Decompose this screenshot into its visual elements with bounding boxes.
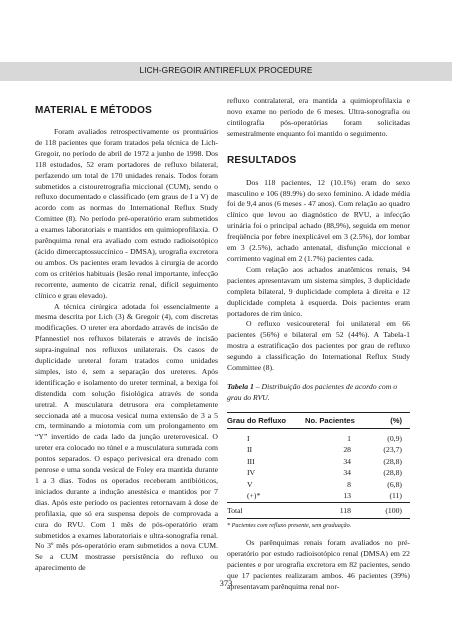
total-percent: (100) xyxy=(385,505,402,515)
table-total-row xyxy=(227,502,410,519)
right-column xyxy=(227,96,410,593)
results-paragraph-4: Os parênquimas renais foram avaliados no pré-operatório por estudo radioisotópico renal (DMSA) em 22 pacientes e por urografia excretora em 82 pacientes, sendo que 17 pacientes realizaram ambos. 46 pacientes (39%) apresentavam parênquima renal nor- xyxy=(227,538,410,591)
running-header: LICH-GREGOIR ANTIREFLUX PROCEDURE xyxy=(139,65,313,75)
cell-grade: III xyxy=(247,456,255,466)
cell-patients: 1 xyxy=(347,433,351,443)
cell-patients: 28 xyxy=(343,445,351,455)
cell-patients: 34 xyxy=(343,456,351,466)
table-row xyxy=(227,490,410,502)
cell-grade: V xyxy=(247,479,253,489)
page-number: 373 xyxy=(219,578,233,588)
table-row xyxy=(227,467,410,479)
cell-patients: 8 xyxy=(347,479,351,489)
reflux-grade-table xyxy=(227,412,410,520)
methods-paragraph-2: A técnica cirúrgica adotada foi essencialmente a mesma descrita por Lich (3) & Gregoir (4), com discretas modificações. O ureter era abordado através de incisão de Pfannestiel nos refluxos bilaterais e através de incisão supra-inguinal nos refluxos unilaterais. Os casos de duplicidade ureteral foram tratados como unidades simples, isto é, sem a separação dos ureteres. Após identificação e isolamento do ureter terminal, a bexiga foi distendida com solução fisiológica através de sonda uretral. A musculatura detrusora era completamente seccionada até a mucosa vesical numa extensão de 3 a 5 cm, terminando a miotomia com um prolongamento em “Y” invertido de cada lado da junção ureterovesical. O ureter era colocado no túnel e a musculatura suturada com pontos separados. O espaço perivesical era drenado com penrose e uma sonda vesical de Foley era mantida durante 1 a 3 dias. Todos os operados receberam antibióticos, iniciados durante a indução anestésica e mantidos por 7 dias. Após este período os pacientes retornavam à dose de profilaxia, que só era suspensa depois de comprovada a cura do RVU. Com 1 mês de pós-operatório eram submetidos a exames laboratoriais e ultra-sonografia renal. No 3º mês pós-operatório eram submetidos a nova CUM. Se a CUM mostrasse persistência do refluxo ou aparecimento de xyxy=(35,301,218,573)
table-caption-text: – Distribuição dos pacientes de acordo com o grau do RVU. xyxy=(227,381,398,402)
results-paragraph-3: O refluxo vesicoureteral foi unilateral em 66 pacientes (56%) e bilateral em 52 (44%). A Tabela-1 mostra a estratificação dos pacientes por grau de refluxo segundo a classificação do International Reflux Study Committee (8). xyxy=(227,319,410,373)
table-caption xyxy=(227,382,410,404)
cell-percent: (23,7) xyxy=(383,445,402,455)
results-paragraph-1: Dos 118 pacientes, 12 (10.1%) eram do sexo masculino e 106 (89.9%) do sexo feminino. A idade média foi de 9,4 anos (6 meses - 47 anos). Com relação ao quadro clínico que levou ao diagnóstico de RVU, a infecção urinária foi o principal achado (88,9%), seguida em menor freqüência por febre inexplicável em 3 (2.5%), dor lombar em 3 (2.5%), achado antenatal, disfunção miccional e corrimento vaginal em 2 (1.7%) pacientes cada. xyxy=(227,177,410,263)
table-header-row xyxy=(227,412,410,428)
cell-percent: (11) xyxy=(389,491,402,501)
header-patients: No. Pacientes xyxy=(305,415,355,425)
cell-grade: I xyxy=(247,433,250,443)
cell-patients: 13 xyxy=(343,491,351,501)
cell-grade: II xyxy=(247,445,253,455)
table-row xyxy=(227,456,410,468)
table-caption-label: Tabela 1 xyxy=(227,381,254,391)
methods-paragraph-1: Foram avaliados retrospectivamente os prontuários de 118 pacientes que foram tratados pela técnica de Lich-Gregoir, no período de abril de 1972 a junho de 1998. Dos 118 estudados, 52 eram portadores de refluxo bilateral, perfazendo um total de 170 unidades renais. Todos foram submetidos a cistouretrografia miccional (CUM), sendo o refluxo documentado e classificado (em graus de I a V) de acordo com as normas do International Reflux Study Comittee (8). No período pré-operatório eram submetidos a exames laboratoriais e mantidos em quimioprofilaxia. O parênquima renal era avaliado com estudo radioisotópico (ácido dimercaptossuccínico - DMSA), urografia excretora ou ambos. Os pacientes eram levados à cirurgia de acordo com os critérios habituais (lesão renal importante, infecção recorrente, aumento de cicatriz renal, difícil seguimento clínico e grau elevado). xyxy=(35,127,218,300)
results-heading: RESULTADOS xyxy=(227,154,297,166)
cell-percent: (0,9) xyxy=(387,433,402,443)
cell-percent: (28,8) xyxy=(383,468,402,478)
total-label: Total xyxy=(227,505,243,515)
header-grade: Grau do Refluxo xyxy=(227,415,287,425)
results-paragraph-2: Com relação aos achados anatômicos renais, 94 pacientes apresentavam um sistema simples, 3 duplicidade completa bilateral, 9 duplicidade completa à direita e 12 duplicidade completa à esquerda. Dois pacientes eram portadores de rim único. xyxy=(227,264,410,318)
cell-percent: (28,8) xyxy=(383,456,402,466)
methods-continuation: refluxo contralateral, era mantida a quimioprofilaxia e novo exame no período de 6 meses. Ultra-sonografia ou cintilografia pós-operatórias foram solicitadas semestralmente enquanto foi mantido o seguimento. xyxy=(227,96,410,138)
table-row xyxy=(227,479,410,491)
total-patients: 118 xyxy=(339,505,351,515)
table-row xyxy=(227,444,410,456)
cell-patients: 34 xyxy=(343,468,351,478)
cell-grade: IV xyxy=(247,468,256,478)
header-percent: (%) xyxy=(390,415,402,425)
cell-grade: (+)* xyxy=(247,491,261,501)
table-footnote: * Pacientes com refluxo presente, sem graduação. xyxy=(227,522,352,530)
left-column xyxy=(35,96,218,574)
cell-percent: (6,8) xyxy=(387,479,402,489)
methods-heading: MATERIAL E MÉTODOS xyxy=(35,105,152,116)
table-row xyxy=(227,428,410,444)
